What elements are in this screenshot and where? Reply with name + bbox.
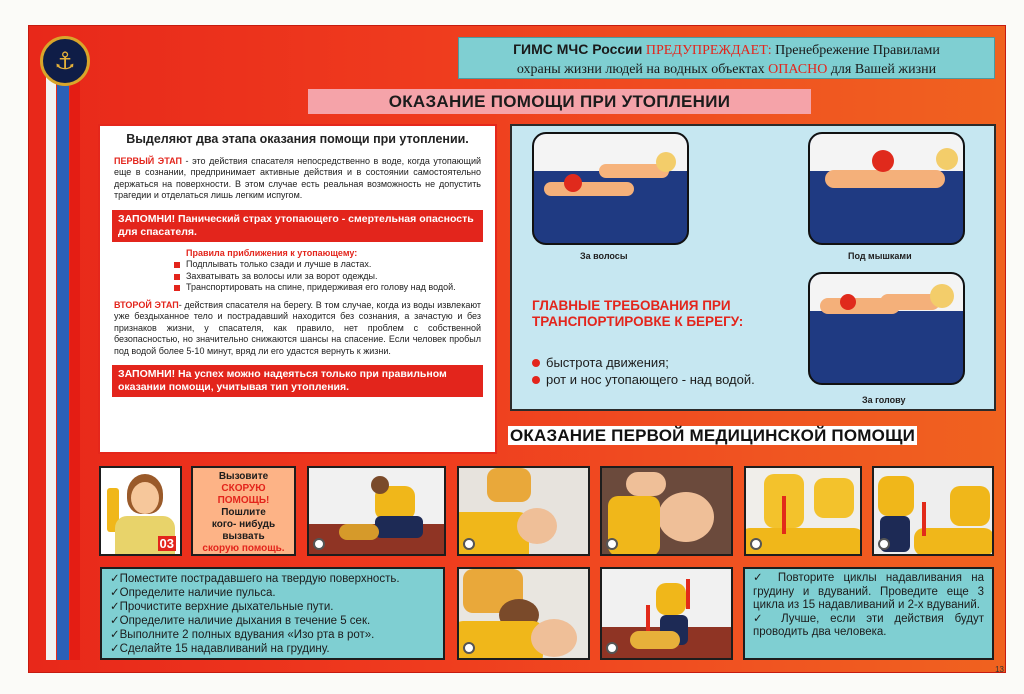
stage2-label: ВТОРОЙ ЭТАП	[114, 299, 179, 310]
stages-heading: Выделяют два этапа оказания помощи при утоплении.	[126, 132, 469, 146]
photo-place-victim	[307, 466, 446, 556]
step-item: ✓Определите наличие пульса.	[110, 587, 276, 599]
flag-stripe-red	[70, 70, 80, 660]
requirement-item: быстрота движения;	[532, 354, 755, 371]
call-line-3: ПОМОЩЬ!	[217, 495, 270, 506]
emergency-number: 03	[159, 536, 174, 551]
call-ambulance-box	[191, 466, 296, 556]
stage1-label: ПЕРВЫЙ ЭТАП	[114, 155, 182, 166]
stages-panel	[98, 124, 497, 454]
requirement-item: рот и нос утопающего - над водой.	[532, 371, 755, 388]
photo-clear-airway	[600, 466, 733, 556]
photo-compressions-2	[872, 466, 994, 556]
repeat-item: ✓ Повторите циклы надавливания на грудину и вдуваний. Проведите еще 3 цикла из 15 надавливаний и 2-х вдуваний.	[753, 572, 984, 611]
phone-call-illustration	[99, 466, 182, 556]
rules-list	[174, 259, 481, 294]
stage1-paragraph	[114, 156, 481, 202]
remember-box-2: ЗАПОМНИ! На успех можно надеяться только при правильном оказании помощи, учитывая тип утопления.	[112, 365, 483, 397]
warn-text-3: для Вашей жизни	[830, 62, 937, 77]
warns-word: ПРЕДУПРЕЖДАЕТ:	[645, 43, 772, 58]
first-aid-title	[508, 426, 998, 446]
illustration-under-arms	[808, 132, 965, 245]
page-title: ОКАЗАНИЕ ПОМОЩИ ПРИ УТОПЛЕНИИ	[308, 89, 811, 114]
requirements-title: ГЛАВНЫЕ ТРЕБОВАНИЯ ПРИ ТРАНСПОРТИРОВКЕ К БЕРЕГУ:	[532, 298, 744, 329]
remember-box-1: ЗАПОМНИ! Панический страх утопающего - смертельная опасность для спасателя.	[112, 210, 483, 242]
warn-text-1: Пренебрежение Правилами	[775, 43, 940, 58]
org-name: ГИМС МЧС России	[513, 41, 643, 57]
photo-rescue-breath	[457, 567, 590, 660]
approach-rules	[174, 248, 481, 294]
rule-item: Подплывать только сзади и лучше в ластах.	[174, 259, 481, 271]
page-number: 13	[995, 665, 1004, 674]
flag-stripe-blue	[57, 70, 69, 660]
photo-check-pulse	[457, 466, 590, 556]
first-aid-steps	[100, 567, 445, 660]
step-item: ✓Определите наличие дыхания в течение 5 сек.	[110, 615, 371, 627]
first-aid-title-text: ОКАЗАНИЕ ПЕРВОЙ МЕДИЦИНСКОЙ ПОМОЩИ	[510, 426, 916, 445]
repeat-item: ✓ Лучше, если эти действия будут проводить два человека.	[753, 612, 984, 638]
call-line-4: Пошлите	[221, 507, 266, 518]
danger-word: ОПАСНО	[768, 62, 828, 77]
requirements-list	[532, 354, 755, 388]
caption-under-arms: Под мышками	[848, 251, 912, 261]
step-item: ✓Выполните 2 полных вдувания «Изо рта в рот».	[110, 629, 375, 641]
transport-panel	[510, 124, 996, 411]
photo-cpr-overview	[600, 567, 733, 660]
stage2-paragraph	[114, 300, 481, 358]
rules-title: Правила приближения к утопающему:	[186, 247, 358, 258]
illustration-by-hair	[532, 132, 689, 245]
stage1-text: - это действия спасателя непосредственно в воде, когда утопающий еще в сознании, предпринимает активные действия и в состоянии самостоятельно держаться на поверхности. В этом случае есть реальная возможность не допустить трагедии и отделаться лишь легким испугом.	[114, 155, 482, 200]
warning-banner	[458, 37, 995, 79]
illustration-by-head	[808, 272, 965, 385]
stage2-text: - действия спасателя на берегу. В том случае, когда из воды извлекают уже бездыханное тело и пострадавший находится без сознания, а зачастую и без признаков жизни, у спасателя, как правило, нет проблем с собственной безопасностью, но значительно снижаются шансы на спасение. Если человек пробыл под водой более 5-10 минут, вряд ли его удастся вернуть к жизни.	[114, 299, 482, 356]
anchor-emblem-icon: ⚓	[40, 36, 90, 86]
call-line-1: Вызовите	[218, 471, 269, 482]
call-line-6: вызвать	[222, 531, 265, 542]
caption-by-hair: За волосы	[580, 251, 628, 261]
caption-by-head: За голову	[862, 395, 906, 405]
call-line-7: скорую помощь.	[202, 543, 285, 554]
warn-text-2: охраны жизни людей на водных объектах	[516, 62, 765, 77]
call-line-2: СКОРУЮ	[221, 483, 266, 494]
rule-item: Транспортировать на спине, придерживая его голову над водой.	[174, 282, 481, 294]
call-line-5: кого- нибудь	[211, 519, 276, 530]
rule-item: Захватывать за волосы или за ворот одежды.	[174, 271, 481, 283]
photo-compressions-1	[744, 466, 862, 556]
step-item: ✓Сделайте 15 надавливаний на грудину.	[110, 643, 330, 655]
step-item: ✓Прочистите верхние дыхательные пути.	[110, 601, 334, 613]
repeat-instructions	[743, 567, 994, 660]
step-item: ✓Поместите пострадавшего на твердую поверхность.	[110, 573, 400, 585]
flag-stripe-white	[46, 70, 56, 660]
